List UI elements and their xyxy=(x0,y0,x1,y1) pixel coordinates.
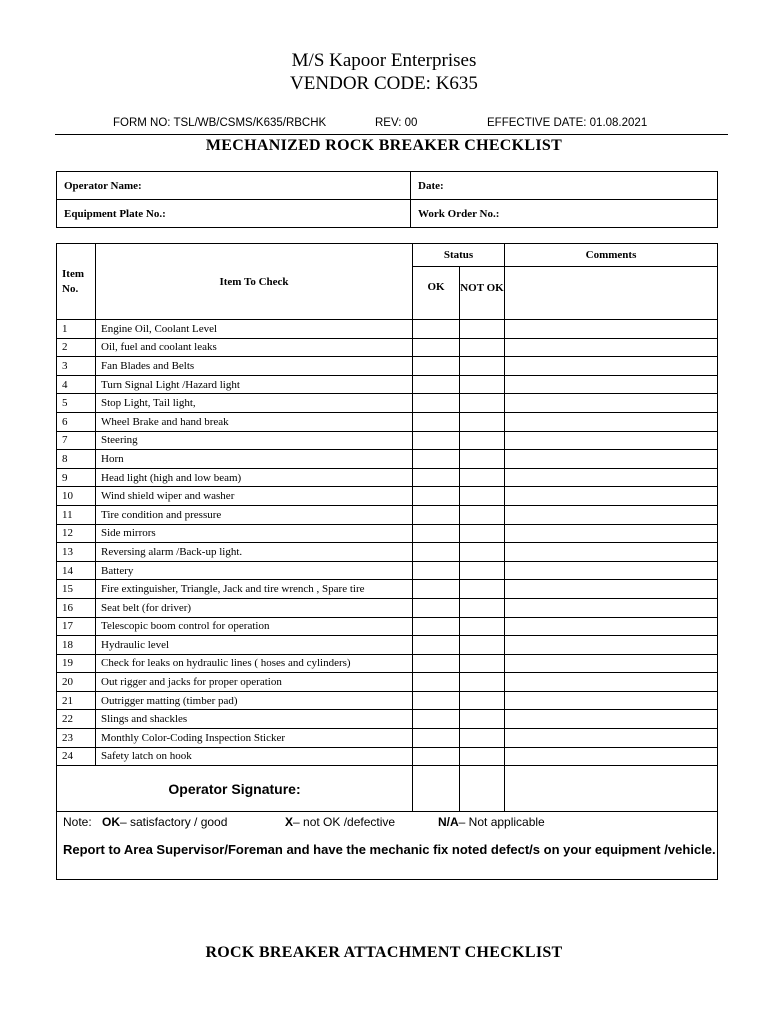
not-ok-cell[interactable] xyxy=(460,412,505,431)
note-x-key: X xyxy=(285,815,294,830)
attachment-checklist-title: ROCK BREAKER ATTACHMENT CHECKLIST xyxy=(205,944,563,961)
item-number: 3 xyxy=(57,357,96,376)
comments-cell[interactable] xyxy=(505,598,718,617)
table-row xyxy=(57,505,718,524)
table-row xyxy=(57,487,718,506)
item-description: Head light (high and low beam) xyxy=(96,468,413,487)
item-description: Monthly Color-Coding Inspection Sticker xyxy=(96,729,413,748)
item-number: 12 xyxy=(57,524,96,543)
comments-cell[interactable] xyxy=(505,617,718,636)
ok-cell[interactable] xyxy=(413,747,460,766)
ok-cell[interactable] xyxy=(413,412,460,431)
table-row xyxy=(57,357,718,376)
comments-cell[interactable] xyxy=(505,320,718,339)
ok-cell[interactable] xyxy=(413,580,460,599)
item-description: Outrigger matting (timber pad) xyxy=(96,691,413,710)
not-ok-cell[interactable] xyxy=(460,598,505,617)
item-number: 18 xyxy=(57,636,96,655)
note-na-text: – Not applicable xyxy=(458,815,545,830)
item-description: Oil, fuel and coolant leaks xyxy=(96,338,413,357)
item-description: Slings and shackles xyxy=(96,710,413,729)
item-number: 13 xyxy=(57,543,96,562)
ok-cell[interactable] xyxy=(413,636,460,655)
table-row xyxy=(57,561,718,580)
note-label: Note: xyxy=(63,815,92,830)
comments-cell[interactable] xyxy=(505,636,718,655)
ok-cell[interactable] xyxy=(413,468,460,487)
item-to-check-header: Item To Check xyxy=(96,244,413,320)
table-row xyxy=(57,729,718,748)
report-instruction: Report to Area Supervisor/Foreman and have the mechanic fix noted defect/s on your equipment /vehicle. xyxy=(63,842,716,858)
note-ok-key: OK xyxy=(102,815,120,830)
table-row xyxy=(57,710,718,729)
comments-cell[interactable] xyxy=(505,487,718,506)
ok-cell[interactable] xyxy=(413,431,460,450)
table-row xyxy=(57,524,718,543)
operator-name-field[interactable]: Operator Name: xyxy=(57,172,411,200)
item-description: Out rigger and jacks for proper operation xyxy=(96,673,413,692)
ok-cell[interactable] xyxy=(413,505,460,524)
not-ok-cell[interactable] xyxy=(460,357,505,376)
form-number: FORM NO: TSL/WB/CSMS/K635/RBCHK xyxy=(113,117,327,129)
ok-cell[interactable] xyxy=(413,524,460,543)
table-row xyxy=(57,691,718,710)
ok-cell[interactable] xyxy=(413,394,460,413)
comments-cell[interactable] xyxy=(505,543,718,562)
comments-cell[interactable] xyxy=(505,468,718,487)
info-table xyxy=(56,171,718,228)
ok-cell[interactable] xyxy=(413,598,460,617)
company-name: M/S Kapoor Enterprises xyxy=(291,50,477,71)
item-description: Safety latch on hook xyxy=(96,747,413,766)
item-number: 10 xyxy=(57,487,96,506)
ok-cell[interactable] xyxy=(413,617,460,636)
checklist-title: MECHANIZED ROCK BREAKER CHECKLIST xyxy=(205,137,563,154)
comments-cell[interactable] xyxy=(505,357,718,376)
item-number: 4 xyxy=(57,375,96,394)
operator-signature[interactable]: Operator Signature: xyxy=(57,766,413,812)
ok-cell[interactable] xyxy=(413,710,460,729)
item-description: Wind shield wiper and washer xyxy=(96,487,413,506)
not-ok-cell[interactable] xyxy=(460,543,505,562)
not-ok-cell[interactable] xyxy=(460,468,505,487)
item-number: 22 xyxy=(57,710,96,729)
not-ok-cell[interactable] xyxy=(460,524,505,543)
table-row xyxy=(57,320,718,339)
item-number: 2 xyxy=(57,338,96,357)
not-ok-cell[interactable] xyxy=(460,375,505,394)
item-description: Side mirrors xyxy=(96,524,413,543)
checklist-table xyxy=(56,243,718,880)
note-section xyxy=(57,812,718,880)
comments-cell[interactable] xyxy=(505,729,718,748)
item-no-header xyxy=(57,244,96,320)
effective-date: EFFECTIVE DATE: 01.08.2021 xyxy=(487,117,648,129)
comments-cell[interactable] xyxy=(505,412,718,431)
date-field[interactable]: Date: xyxy=(411,172,718,200)
status-header: Status xyxy=(413,244,505,267)
comments-header: Comments xyxy=(505,244,718,267)
item-number: 16 xyxy=(57,598,96,617)
item-description: Turn Signal Light /Hazard light xyxy=(96,375,413,394)
not-ok-cell[interactable] xyxy=(460,617,505,636)
ok-cell[interactable] xyxy=(413,673,460,692)
item-number: 14 xyxy=(57,561,96,580)
item-number: 23 xyxy=(57,729,96,748)
not-ok-cell[interactable] xyxy=(460,691,505,710)
ok-cell[interactable] xyxy=(413,338,460,357)
comments-cell[interactable] xyxy=(505,561,718,580)
table-row xyxy=(57,450,718,469)
note-na-key: N/A xyxy=(438,815,459,830)
signature-ok-cell xyxy=(413,766,460,812)
table-row xyxy=(57,543,718,562)
ok-cell[interactable] xyxy=(413,561,460,580)
table-row xyxy=(57,673,718,692)
item-description: Hydraulic level xyxy=(96,636,413,655)
comments-cell[interactable] xyxy=(505,450,718,469)
note-x-text: – not OK /defective xyxy=(293,815,396,830)
comments-cell[interactable] xyxy=(505,691,718,710)
item-number: 19 xyxy=(57,654,96,673)
item-description: Stop Light, Tail light, xyxy=(96,394,413,413)
table-row xyxy=(57,412,718,431)
ok-header: OK xyxy=(413,267,460,320)
item-number: 5 xyxy=(57,394,96,413)
ok-cell[interactable] xyxy=(413,543,460,562)
not-ok-cell[interactable] xyxy=(460,636,505,655)
comments-cell[interactable] xyxy=(505,431,718,450)
not-ok-cell[interactable] xyxy=(460,320,505,339)
header-divider xyxy=(55,134,728,135)
not-ok-cell[interactable] xyxy=(460,431,505,450)
ok-cell[interactable] xyxy=(413,487,460,506)
item-description: Check for leaks on hydraulic lines ( hoses and cylinders) xyxy=(96,654,413,673)
signature-not-ok-cell xyxy=(460,766,505,812)
item-number: 20 xyxy=(57,673,96,692)
item-number: 7 xyxy=(57,431,96,450)
not-ok-cell[interactable] xyxy=(460,654,505,673)
item-number: 21 xyxy=(57,691,96,710)
table-row xyxy=(57,375,718,394)
note-ok-text: – satisfactory / good xyxy=(120,815,228,830)
table-row xyxy=(57,394,718,413)
item-number: 9 xyxy=(57,468,96,487)
comments-cell[interactable] xyxy=(505,338,718,357)
work-order-field[interactable]: Work Order No.: xyxy=(411,200,718,228)
not-ok-cell[interactable] xyxy=(460,561,505,580)
table-row xyxy=(57,636,718,655)
table-row xyxy=(57,431,718,450)
vendor-code: VENDOR CODE: K635 xyxy=(290,73,478,94)
item-description: Fan Blades and Belts xyxy=(96,357,413,376)
not-ok-cell[interactable] xyxy=(460,747,505,766)
item-number: 24 xyxy=(57,747,96,766)
table-row xyxy=(57,598,718,617)
not-ok-cell[interactable] xyxy=(460,710,505,729)
item-description: Telescopic boom control for operation xyxy=(96,617,413,636)
ok-cell[interactable] xyxy=(413,450,460,469)
item-description: Seat belt (for driver) xyxy=(96,598,413,617)
ok-cell[interactable] xyxy=(413,691,460,710)
item-description: Horn xyxy=(96,450,413,469)
comments-cell[interactable] xyxy=(505,394,718,413)
comments-cell[interactable] xyxy=(505,673,718,692)
ok-cell[interactable] xyxy=(413,320,460,339)
item-no-header-label: Item No. xyxy=(62,267,84,295)
comments-cell[interactable] xyxy=(505,375,718,394)
table-row xyxy=(57,580,718,599)
item-number: 8 xyxy=(57,450,96,469)
item-number: 17 xyxy=(57,617,96,636)
not-ok-cell[interactable] xyxy=(460,729,505,748)
table-row xyxy=(57,747,718,766)
comments-cell[interactable] xyxy=(505,524,718,543)
item-description: Battery xyxy=(96,561,413,580)
table-row xyxy=(57,338,718,357)
equipment-plate-field[interactable]: Equipment Plate No.: xyxy=(57,200,411,228)
signature-comments-cell xyxy=(505,766,718,812)
ok-cell[interactable] xyxy=(413,729,460,748)
table-row xyxy=(57,468,718,487)
not-ok-cell[interactable] xyxy=(460,673,505,692)
not-ok-cell[interactable] xyxy=(460,450,505,469)
item-description: Steering xyxy=(96,431,413,450)
comments-subheader xyxy=(505,267,718,320)
not-ok-cell[interactable] xyxy=(460,505,505,524)
comments-cell[interactable] xyxy=(505,654,718,673)
table-row xyxy=(57,617,718,636)
item-number: 15 xyxy=(57,580,96,599)
ok-cell[interactable] xyxy=(413,357,460,376)
not-ok-cell[interactable] xyxy=(460,338,505,357)
item-number: 6 xyxy=(57,412,96,431)
not-ok-header: NOT OK xyxy=(460,267,505,320)
table-row xyxy=(57,654,718,673)
ok-cell[interactable] xyxy=(413,375,460,394)
item-description: Engine Oil, Coolant Level xyxy=(96,320,413,339)
item-description: Fire extinguisher, Triangle, Jack and tire wrench , Spare tire xyxy=(96,580,413,599)
comments-cell[interactable] xyxy=(505,580,718,599)
comments-cell[interactable] xyxy=(505,747,718,766)
not-ok-cell[interactable] xyxy=(460,580,505,599)
not-ok-cell[interactable] xyxy=(460,394,505,413)
revision: REV: 00 xyxy=(375,117,418,129)
item-number: 11 xyxy=(57,505,96,524)
item-number: 1 xyxy=(57,320,96,339)
ok-cell[interactable] xyxy=(413,654,460,673)
item-description: Tire condition and pressure xyxy=(96,505,413,524)
item-description: Reversing alarm /Back-up light. xyxy=(96,543,413,562)
comments-cell[interactable] xyxy=(505,710,718,729)
not-ok-cell[interactable] xyxy=(460,487,505,506)
comments-cell[interactable] xyxy=(505,505,718,524)
item-description: Wheel Brake and hand break xyxy=(96,412,413,431)
